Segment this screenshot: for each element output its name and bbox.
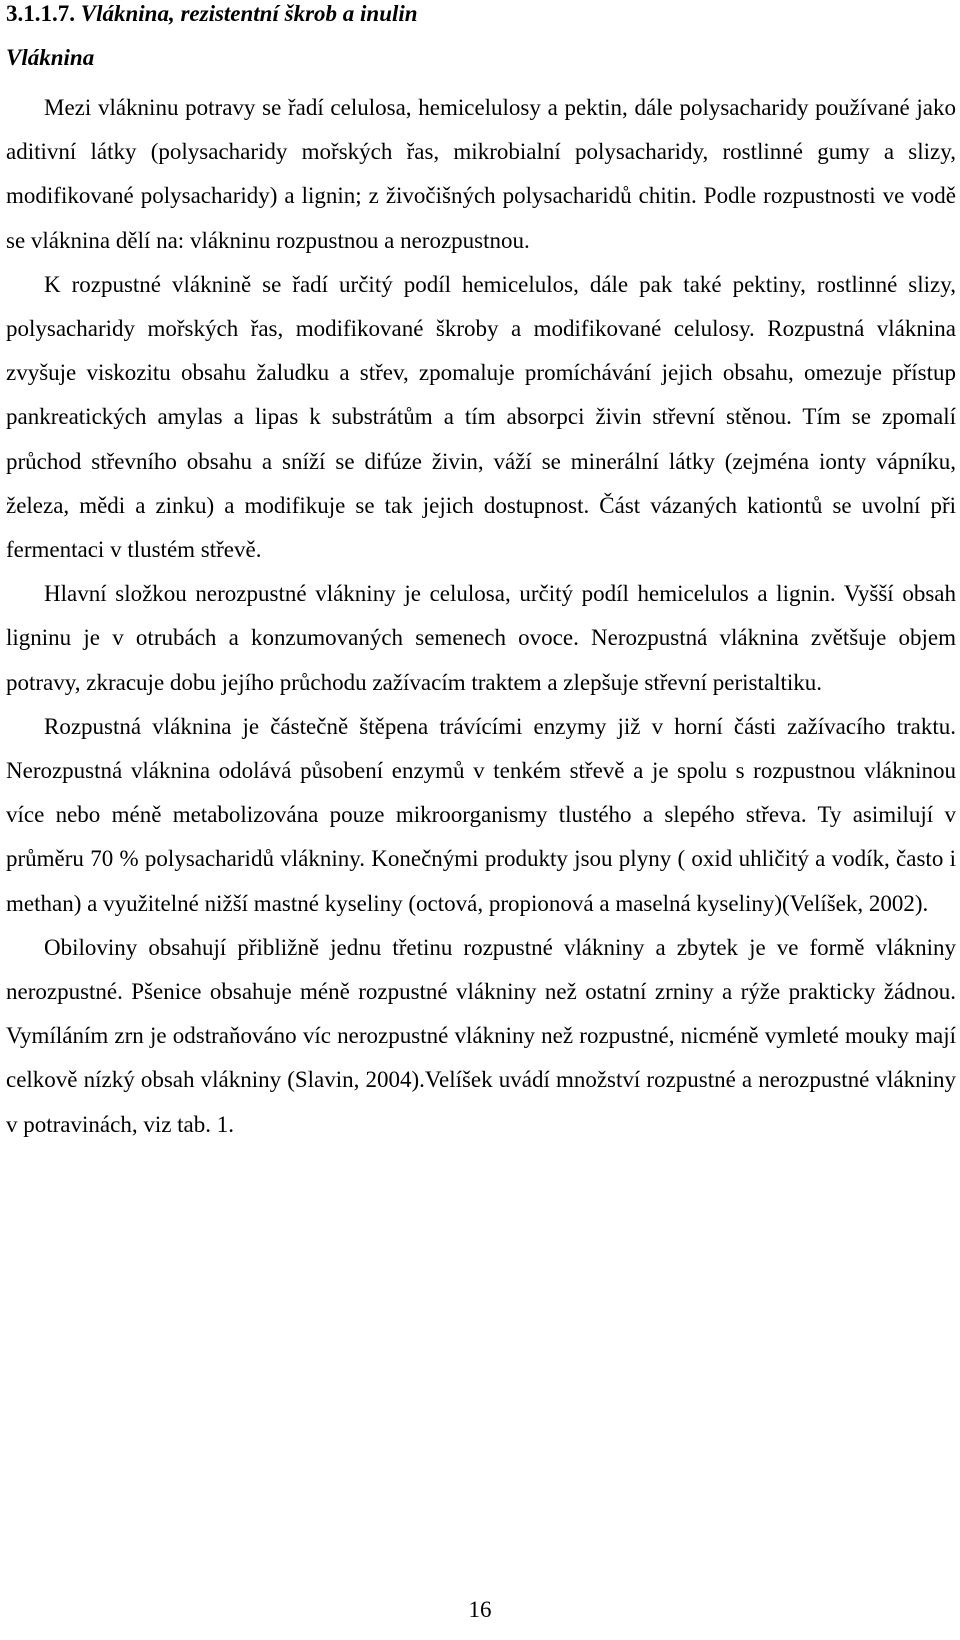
section-title: Vláknina, rezistentní škrob a inulin [80, 1, 418, 26]
paragraph: Hlavní složkou nerozpustné vlákniny je celulosa, určitý podíl hemicelulos a lignin. Vyšší obsah ligninu je v otrubách a konzumovaných semenech ovoce. Nerozpustná vláknina zvětšuje objem potravy, zkracuje dobu jejího průchodu zažívacím traktem a zlepšuje střevní peristaltiku. [6, 581, 956, 695]
section-number: 3.1.1.7. [6, 1, 75, 26]
page-number: 16 [468, 1597, 492, 1622]
paragraph: Obiloviny obsahují přibližně jednu třetinu rozpustné vlákniny a zbytek je ve formě vlákniny nerozpustné. Pšenice obsahuje méně rozpustné vlákniny než ostatní zrniny a rýže prakticky žádnou. Vymíláním zrn je odstraňováno víc nerozpustné vlákniny než rozpustné, nicméně vymleté mouky mají celkově nízký obsah vlákniny (Slavin, 2004).Velíšek uvádí množství rozpustné a nerozpustné vlákniny v potravinách, viz tab. 1. [6, 934, 956, 1137]
paragraph: Rozpustná vláknina je částečně štěpena trávícími enzymy již v horní části zažívacího traktu. Nerozpustná vláknina odolává působení enzymů v tenkém střevě a je spolu s rozpustnou vlákninou více nebo méně metabolizována pouze mikroorganismy tlustého a slepého střeva. Ty asimilují v průměru 70 % polysacharidů vlákniny. Konečnými produkty jsou plyny ( oxid uhličitý a vodík, často i methan) a využitelné nižší mastné kyseliny (octová, propionová a maselná kyseliny)(Velíšek, 2002). [6, 713, 956, 916]
body-text [6, 86, 956, 1147]
paragraph: Mezi vlákninu potravy se řadí celulosa, hemicelulosy a pektin, dále polysacharidy používané jako aditivní látky (polysacharidy mořských řas, mikrobialní polysacharidy, rostlinné gumy a slizy, modifikované polysacharidy) a lignin; z živočišných polysacharidů chitin. Podle rozpustnosti ve vodě se vláknina dělí na: vlákninu rozpustnou a nerozpustnou. [6, 95, 956, 253]
section-heading [6, 0, 418, 28]
paragraph: K rozpustné vláknině se řadí určitý podíl hemicelulos, dále pak také pektiny, rostlinné slizy, polysacharidy mořských řas, modifikované škroby a modifikované celulosy. Rozpustná vláknina zvyšuje viskozitu obsahu žaludku a střev, zpomaluje promíchávání jejich obsahu, omezuje přístup pankreatických amylas a lipas k substrátům a tím absorpci živin střevní stěnou. Tím se zpomalí průchod střevního obsahu a sníží se difúze živin, váží se minerální látky (zejména ionty vápníku, železa, mědi a zinku) a modifikuje se tak jejich dostupnost. Část vázaných kationtů se uvolní při fermentaci v tlustém střevě. [6, 271, 956, 563]
subsection-heading: Vláknina [6, 45, 95, 70]
